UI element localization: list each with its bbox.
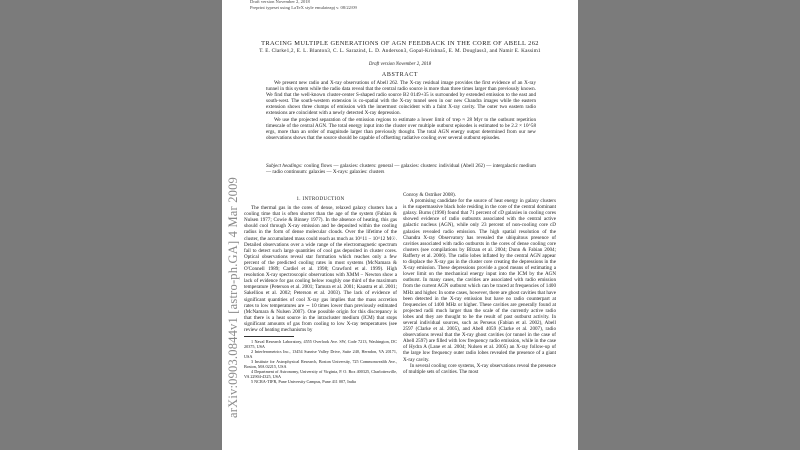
paper-title: TRACING MULTIPLE GENERATIONS OF AGN FEEDBACK IN THE CORE OF ABELL 262 bbox=[261, 40, 539, 47]
arxiv-identifier: arXiv:0903.0844v1 [astro-ph.GA] 4 Mar 2009 bbox=[226, 177, 240, 418]
footnote: 4 Department of Astronomy, University of Virginia, P. O. Box 400325, Charlottesville, VA 22904-4325, USA bbox=[244, 369, 397, 380]
left-column bbox=[244, 192, 397, 384]
abstract-heading: ABSTRACT bbox=[381, 72, 419, 78]
body-paragraph: In several cooling core systems, X-ray observations reveal the presence of multiple sets of cavities. The most bbox=[403, 362, 556, 375]
subject-headings-text: cooling flows — galaxies: clusters: general — galaxies: clusters: individual (Abell 262) — intergalactic medium — radio continuum: galaxies — X-rays: galaxies: clusters bbox=[266, 163, 536, 176]
draft-date: Draft version November 2, 2018 bbox=[368, 62, 432, 67]
right-column bbox=[403, 192, 556, 375]
subject-headings bbox=[266, 163, 536, 175]
abstract-paragraph: We present new radio and X-ray observations of Abell 262. The X-ray residual image provides the first evidence of an X-ray tunnel in this system while the radio data reveal that the central radio source is more than three times larger than previously known. We find that the well-known cluster-center S-shaped radio source B2 0149+35 is surrounded by extended emission to the east and south-west. The south-western extension is co-spatial with the X-ray tunnel seen in our new Chandra images while the eastern extension shows three clumps of emission with the innermost coincident with a faint X-ray cavity. The outer two eastern radio extensions are coincident with a newly detected X-ray depression. bbox=[266, 80, 536, 117]
section-heading: 1. INTRODUCTION bbox=[296, 196, 345, 202]
footnote: 5 NCRA-TIFR, Pune University Campus, Pune 411 007, India bbox=[251, 379, 356, 385]
preprint-line: Preprint typeset using LaTeX style emulateapj v. 08/22/09 bbox=[250, 5, 357, 10]
footnote-rule bbox=[244, 336, 294, 337]
body-paragraph: A promising candidate for the source of heat energy in galaxy clusters is the supermassive black hole residing in the core of the central dominant galaxy. Burns (1990) found that 71 percent of cD galaxies in cooling cores showed evidence of radio outbursts associated with the central active galactic nucleus (AGN), while only 23 percent of non-cooling core cD galaxies revealed radio emission. The high spatial resolution of the Chandra X-ray Observatory has revealed the ubiquitous presence of cavities associated with radio outbursts in the cores of dense cooling core clusters (see compilations by Bîrzan et al. 2004; Dunn & Fabian 2004; Rafferty et al. 2006). The radio lobes inflated by the central AGN appear to displace the X-ray gas in the cluster core creating the depressions in the X-ray emission. These depressions provide a good means of estimating a lower limit on the mechanical energy input into the ICM by the AGN outburst. In many cases, the cavities are associated with radio emission from the current AGN outburst which can be traced at frequencies of 1400 MHz and higher. In some cases, however, there are ghost cavities that have been detected in the X-ray emission but have no radio counterpart at frequencies of 1400 MHz or higher. These cavities are generally found at projected radii much larger than the scale of the currently active radio lobes and they are thought to be the result of past outburst activity. In several individual sources, such as Perseus (Fabian et al. 2002), Abell 2597 (Clarke et al. 2005), and Abell 4059 (Clarke et al. 2007), radio observations reveal that the X-ray ghost cavities (or tunnel in the case of Abell 2597) are filled with low frequency radio emission, while in the case of Hydra A (Lane et al. 2004; Nulsen et al. 2005) an X-ray follow-up of the large low frequency outer radio lobes revealed the presence of a giant X-ray cavity. bbox=[403, 198, 556, 363]
subject-headings-label: Subject headings: bbox=[266, 163, 303, 169]
body-paragraph: The thermal gas in the cores of dense, relaxed galaxy clusters has a cooling time that is often shorter than the age of the system (Fabian & Nulsen 1977; Cowie & Binney 1977). In the absence of heating, this gas should cool through X-ray emission and be deposited within the cooling radius in the form of dense molecular clouds. Over the lifetime of the cluster, the accumulated mass could reach as much as 10^11 − 10^12 M☉. Detailed observations over a wide range of the electromagnetic spectrum fail to detect such large quantities of cool gas deposited in cluster cores. Optical observations reveal star formation which reaches only a few percent of the predicted cooling rates in most systems (McNamara & O'Connell 1989; Cardiel et al. 1998; Crawford et al. 1999). High resolution X-ray spectroscopic observations with XMM − Newton show a lack of evidence for gas cooling below roughly one third of the maximum temperature (Peterson et al. 2001; Tamura et al. 2001; Kaastra et al. 2001; Sakelliou et al. 2002; Peterson et al. 2003). The lack of evidence of significant quantities of cool X-ray gas implies that the mass accretion rates to low temperatures are ∼ 10 times lower than previously estimated (McNamara & Nulsen 2007). One possible origin for this discrepancy is that there is a heat source in the intracluster medium (ICM) that stops significant amounts of gas from cooling to low X-ray temperatures (see review of heating mechanisms by bbox=[244, 205, 397, 333]
draft-version-line: Draft version November 2, 2018 bbox=[250, 0, 310, 4]
author-list: T. E. Clarke1,2, E. L. Blanton3, C. L. Sarazin4, L. D. Anderson3, Gopal-Krishna5, E. M. Douglass3, and Namir E. Kassim1 bbox=[259, 48, 541, 54]
abstract-paragraph: We use the projected separation of the emission regions to estimate a lower limit of τrep ≈ 28 Myr to the outburst repetition timescale of the central AGN. The total energy input into the cluster over multiple outburst episodes is estimated to be 2.2 × 10^58 ergs, more than an order of magnitude larger than previously thought. The total AGN energy output determined from our new observations shows that the source should be capable of offsetting radiative cooling over several outburst episodes. bbox=[266, 116, 536, 141]
footnote: 3 Institute for Astrophysical Research, Boston University, 725 Commonwealth Ave., Boston, MA 02215, USA bbox=[244, 359, 397, 370]
footnote: 2 Interferometrics Inc., 13454 Sunrise Valley Drive, Suite 240, Herndon, VA 20171, USA bbox=[244, 349, 397, 360]
body-paragraph: Conroy & Ostriker 2008). bbox=[403, 192, 456, 198]
footnote: 1 Naval Research Laboratory, 4555 Overlook Ave. SW, Code 7213, Washington, DC 20375, USA bbox=[244, 339, 397, 350]
abstract-body bbox=[266, 80, 536, 141]
paper-page bbox=[222, 0, 578, 450]
